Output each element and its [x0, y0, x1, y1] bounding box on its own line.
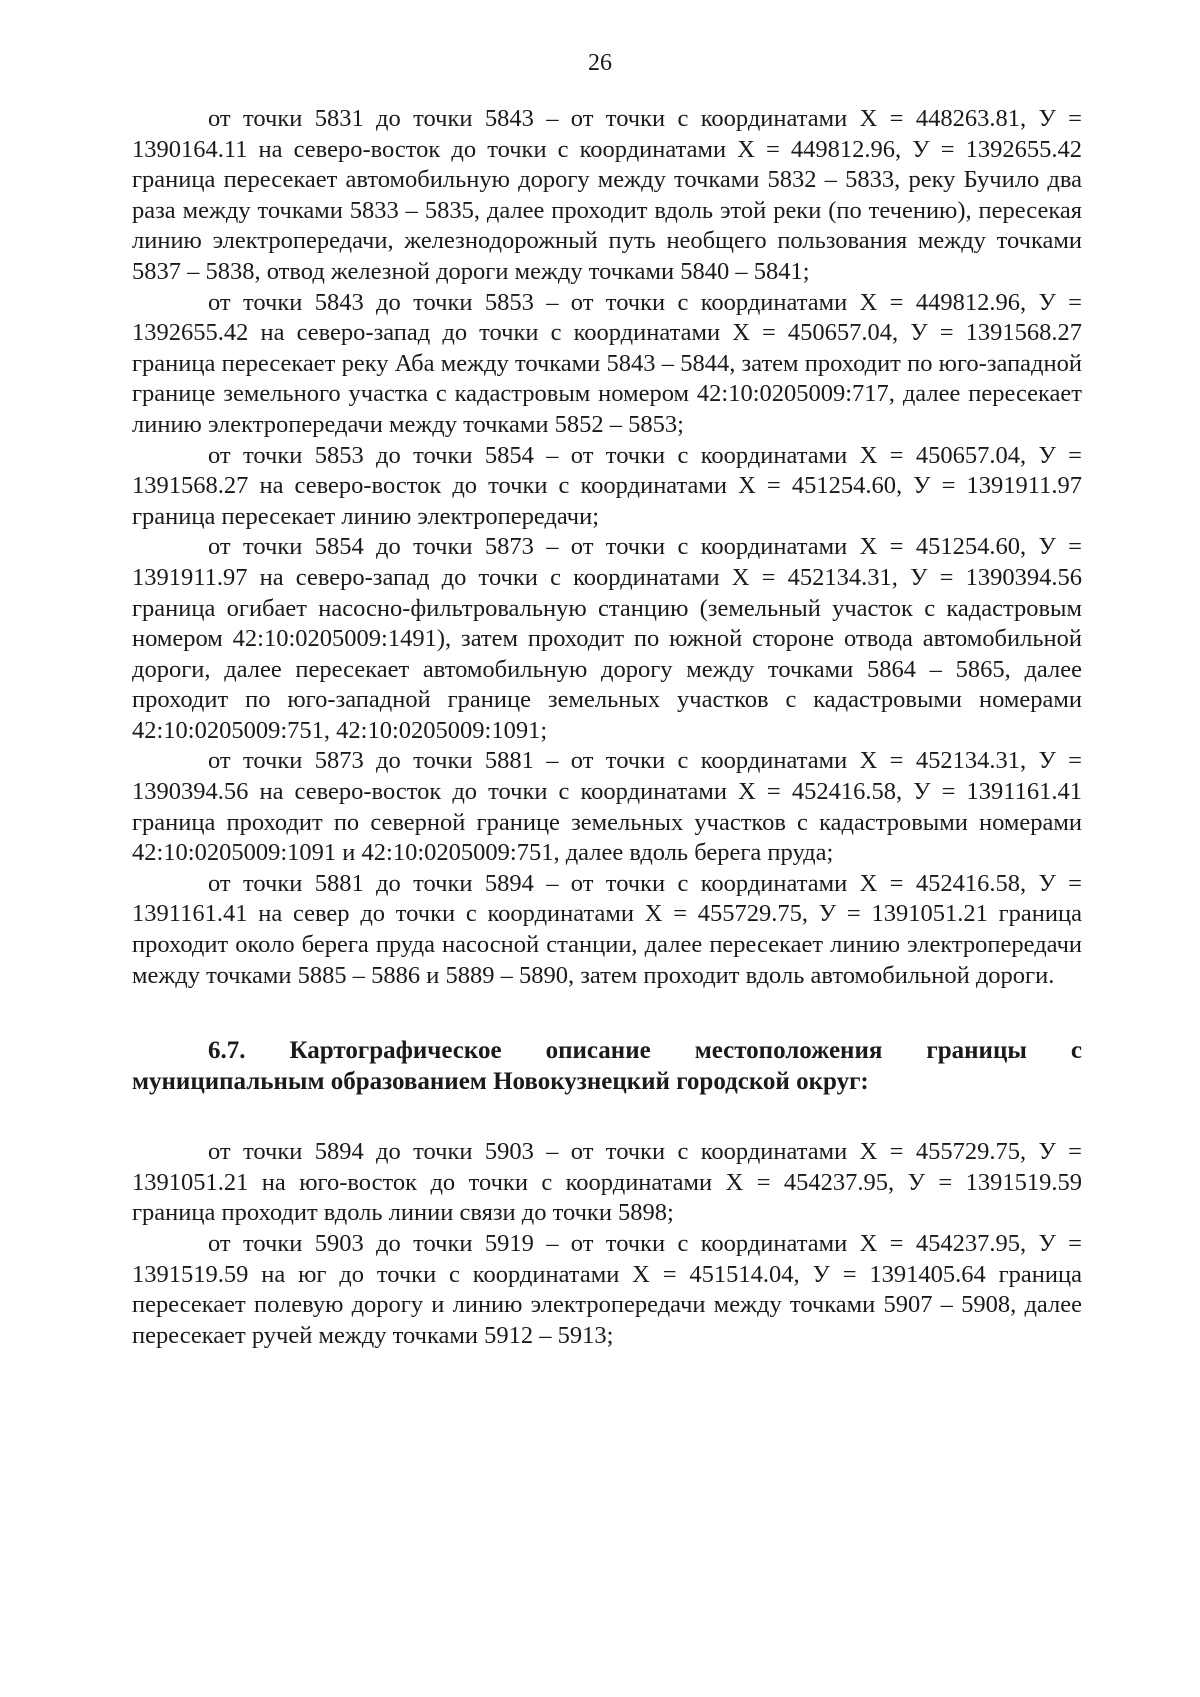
document-body — [132, 104, 1082, 1351]
page-number: 26 — [588, 50, 612, 76]
boundary-paragraph-5873-5881: от точки 5873 до точки 5881 – от точки с координатами Х = 452134.31, У = 1390394.56 на северо-восток до точки с координатами Х = 452416.58, У = 1391161.41 граница проходит по северной границе земельных участков с кадастровыми номерами 42:10:0205009:1091 и 42:10:0205009:751, далее вдоль берега пруда; — [132, 747, 1082, 867]
boundary-paragraph-5843-5853: от точки 5843 до точки 5853 – от точки с координатами Х = 449812.96, У = 1392655.42 на северо-запад до точки с координатами Х = 450657.04, У = 1391568.27 граница пересекает реку Аба между точками 5843 – 5844, затем проходит по юго-западной границе земельного участка с кадастровым номером 42:10:0205009:717, далее пересекает линию электропередачи между точками 5852 – 5853; — [132, 288, 1082, 438]
boundary-paragraph-5881-5894: от точки 5881 до точки 5894 – от точки с координатами Х = 452416.58, У = 1391161.41 на север до точки с координатами Х = 455729.75, У = 1391051.21 граница проходит около берега пруда насосной станции, далее пересекает линию электропередачи между точками 5885 – 5886 и 5889 – 5890, затем проходит вдоль автомобильной дороги. — [132, 869, 1082, 989]
boundary-paragraph-5831-5843: от точки 5831 до точки 5843 – от точки с координатами Х = 448263.81, У = 1390164.11 на северо-восток до точки с координатами Х = 449812.96, У = 1392655.42 граница пересекает автомобильную дорогу между точками 5832 – 5833, реку Бучило два раза между точками 5833 – 5835, далее проходит вдоль этой реки (по течению), пересекая линию электропередачи, железнодорожный путь необщего пользования между точками 5837 – 5838, отвод железной дороги между точками 5840 – 5841; — [132, 105, 1082, 285]
section-heading: 6.7. Картографическое описание местоположения границы с муниципальным образованием Новокузнецкий городской округ: — [132, 1037, 1082, 1096]
boundary-paragraph-5853-5854: от точки 5853 до точки 5854 – от точки с координатами Х = 450657.04, У = 1391568.27 на северо-восток до точки с координатами Х = 451254.60, У = 1391911.97 граница пересекает линию электропередачи; — [132, 441, 1082, 530]
boundary-paragraph-5903-5919: от точки 5903 до точки 5919 – от точки с координатами Х = 454237.95, У = 1391519.59 на юг до точки с координатами Х = 451514.04, У = 1391405.64 граница пересекает полевую дорогу и линию электропередачи между точками 5907 – 5908, далее пересекает ручей между точками 5912 – 5913; — [132, 1230, 1082, 1349]
boundary-paragraph-5894-5903: от точки 5894 до точки 5903 – от точки с координатами Х = 455729.75, У = 1391051.21 на юго-восток до точки с координатами Х = 454237.95, У = 1391519.59 граница проходит вдоль линии связи до точки 5898; — [132, 1138, 1082, 1227]
boundary-paragraph-5854-5873: от точки 5854 до точки 5873 – от точки с координатами Х = 451254.60, У = 1391911.97 на северо-запад до точки с координатами Х = 452134.31, У = 1390394.56 граница огибает насосно-фильтровальную станцию (земельный участок с кадастровым номером 42:10:0205009:1491), затем проходит по южной стороне отвода автомобильной дороги, далее пересекает автомобильную дорогу между точками 5864 – 5865, далее проходит по юго-западной границе земельных участков с кадастровыми номерами 42:10:0205009:751, 42:10:0205009:1091; — [132, 533, 1082, 744]
